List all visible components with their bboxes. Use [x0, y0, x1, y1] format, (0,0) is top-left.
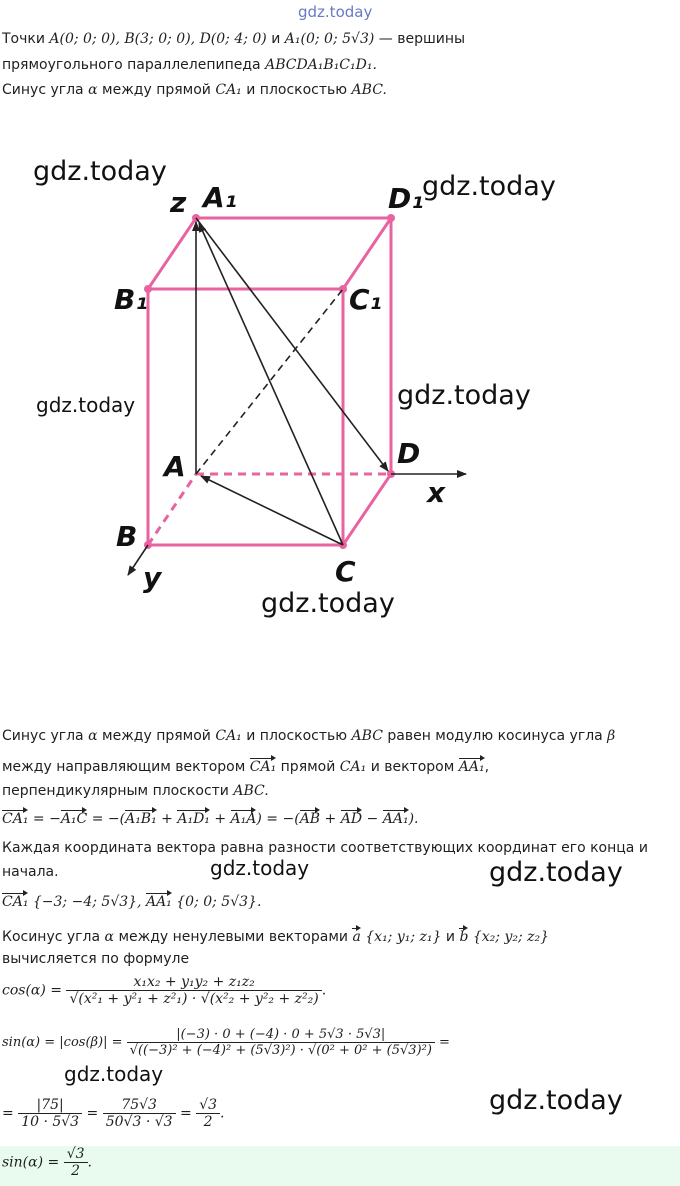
answer-box — [0, 1146, 680, 1186]
label-z: z — [170, 186, 187, 219]
vector-c-a — [201, 476, 343, 545]
answer: sin(α) = $\frac{√3}{2}$ . — [2, 1146, 92, 1179]
edge-b-a — [148, 474, 196, 545]
watermark: gdz.today — [489, 857, 623, 888]
label-a1: A₁ — [203, 181, 237, 214]
label-c: C — [335, 555, 356, 588]
edge-c1-d1 — [343, 218, 391, 289]
solution-line-2: между направляющим вектором CA₁ прямой CA₁ и вектором AA₁, — [2, 756, 489, 775]
watermark-top: gdz.today — [298, 3, 373, 21]
solution-line-8: Косинус угла α между ненулевыми векторами a {x₁; y₁; z₁} и b {x₂; y₂; z₂} — [2, 926, 549, 945]
vector-a1-d — [196, 218, 388, 471]
solution-line-9: вычисляется по формуле — [2, 951, 190, 967]
problem-line-3: Синус угла α между прямой CA₁ и плоскостью ABC. — [2, 82, 387, 98]
label-a: A — [164, 450, 186, 483]
edge-c-d — [343, 474, 391, 545]
solution-line-3: перпендикулярным плоскости ABC. — [2, 783, 269, 799]
watermark: gdz.today — [489, 1085, 623, 1116]
problem-line-1: Точки A(0; 0; 0), B(3; 0; 0), D(0; 4; 0) и A₁(0; 0; 5√3) — вершины — [2, 31, 466, 47]
label-b: B — [116, 520, 138, 553]
label-y: y — [143, 561, 162, 594]
solution-line-6: начала. — [2, 864, 59, 880]
sine-simplification: = $\frac{|75|}{10 \cdot 5√3}$ = $\frac{75√3}{50√3 \cdot √3}$ = $\frac{√3}{2}$ . — [2, 1097, 225, 1130]
point-d1 — [387, 214, 395, 222]
watermark: gdz.today — [261, 588, 395, 619]
solution-line-5: Каждая координата вектора равна разности соответствующих координат его конца и — [2, 840, 648, 856]
sine-computation: sin(α) = |cos(β)| = $\frac{|(-3) \cdot 0 + (-4) \cdot 0 + 5√3 \cdot 5√3|}{\text{√((−3)² + (−4)² + (5√3)²) · √(0² + 0² + (5√3)²)}}$ = — [2, 1027, 450, 1058]
watermark: gdz.today — [36, 393, 136, 417]
vector-decomposition: CA₁ = −A₁C = −(A₁B₁ + A₁D₁ + A₁A) = −(AB + AD − AA₁). — [2, 808, 418, 827]
problem-line-2: прямоугольного параллелепипеда ABCDA₁B₁C₁D₁. — [2, 57, 377, 73]
cosine-formula: cos(α) = $\frac{\text{x₁x₂ + y₁y₂ + z₁z₂}}{\text{√(x²₁ + y²₁ + z²₁) · √(x²₂ + y²₂ + z²₂)}}$ . — [2, 974, 327, 1007]
watermark: gdz.today — [210, 856, 310, 880]
label-b1: B₁ — [114, 283, 148, 316]
label-d: D — [397, 437, 421, 470]
edge-b1-a1 — [148, 218, 196, 289]
watermark: gdz.today — [64, 1062, 164, 1086]
label-x: x — [427, 476, 446, 509]
black-lines — [128, 218, 466, 575]
watermark: gdz.today — [33, 156, 167, 187]
watermark: gdz.today — [397, 380, 531, 411]
vector-coordinates: CA₁ {−3; −4; 5√3}, AA₁ {0; 0; 5√3}. — [2, 891, 261, 910]
watermark: gdz.today — [422, 171, 556, 202]
label-c1: C₁ — [349, 283, 382, 316]
label-d1: D₁ — [388, 182, 424, 215]
solution-line-1: Синус угла α между прямой CA₁ и плоскостью ABC равен модулю косинуса угла β — [2, 728, 616, 744]
